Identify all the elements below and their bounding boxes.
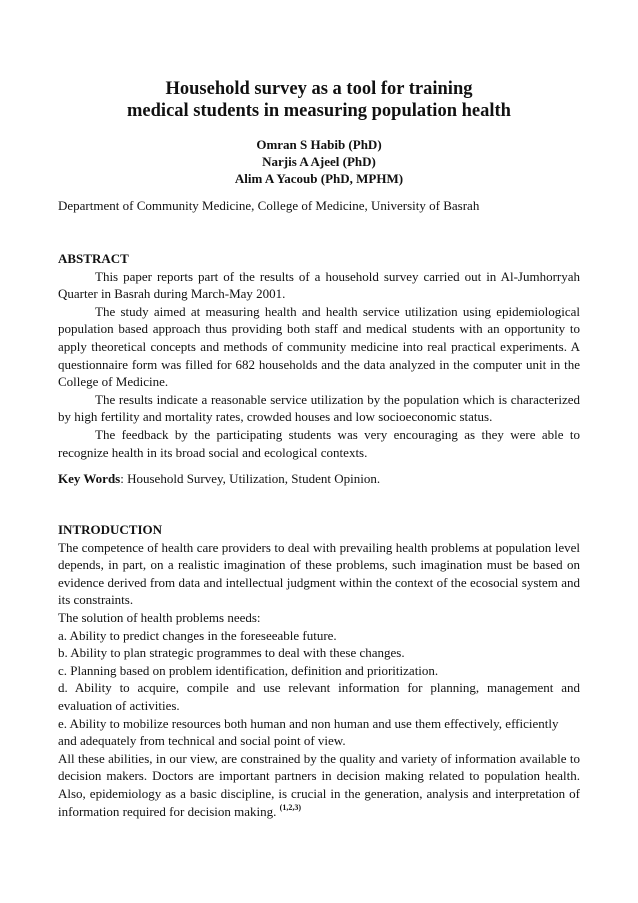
keywords-label: Key Words: [58, 471, 121, 486]
introduction-paragraph-2-text: All these abilities, in our view, are constrained by the quality and variety of information available to decision makers. Doctors are important partners in decision making related to population health. Also, epidemiology as a basic discipline, is crucial in the generation, analysis and interpretation of information required for decision making.: [58, 750, 580, 819]
needs-item: e. Ability to mobilize resources both human and non human and use them effectively, efficiently and adequately from technical and social point of view.: [58, 715, 559, 749]
abstract-paragraph: The results indicate a reasonable service utilization by the population which is characterized by high fertility and mortality rates, crowded houses and low socioeconomic status.: [58, 391, 580, 425]
affiliation: Department of Community Medicine, College of Medicine, University of Basrah: [58, 198, 480, 213]
abstract-paragraph: The feedback by the participating students was very encouraging as they were able to recognize health in its broad social and ecological contexts.: [58, 426, 580, 460]
author-name: Omran S Habib (PhD): [256, 137, 382, 152]
introduction-heading: INTRODUCTION: [58, 522, 163, 537]
abstract-section: [58, 250, 580, 461]
author-name: Narjis A Ajeel (PhD): [262, 154, 376, 169]
introduction-paragraph: The competence of health care providers to deal with prevailing health problems at population level depends, in part, on a realistic imagination of these problems, such imagination must be based on evidence derived from data and intellectual judgment within the context of the ecosocial system and its constraints.: [58, 539, 580, 608]
abstract-heading: ABSTRACT: [58, 251, 129, 266]
keywords: [58, 470, 580, 488]
introduction-paragraph-2: [58, 750, 580, 820]
abstract-paragraph: This paper reports part of the results of a household survey carried out in Al-Jumhorryah Quarter in Basrah during March-May 2001.: [58, 268, 580, 302]
needs-item: d. Ability to acquire, compile and use relevant information for planning, management and evaluation of activities.: [58, 680, 580, 713]
needs-intro: The solution of health problems needs:: [58, 609, 261, 625]
introduction-section: [58, 521, 580, 820]
needs-item: a. Ability to predict changes in the foreseeable future.: [58, 627, 337, 643]
author-list: [0, 136, 638, 187]
abstract-paragraph: The study aimed at measuring health and health service utilization using epidemiological population based approach thus providing both staff and medical students with an opportunity to apply theoretical concepts and methods of community medicine into real practical experiments. A questionnaire form was filled for 682 households and the data analyzed in the computer unit in the College of Medicine.: [58, 303, 580, 390]
keywords-text: : Household Survey, Utilization, Student Opinion.: [120, 471, 381, 486]
needs-item: b. Ability to plan strategic programmes to deal with these changes.: [58, 645, 405, 661]
title-line-2: medical students in measuring population health: [127, 101, 511, 121]
citation-reference: (1,2,3): [279, 802, 301, 812]
author-name: Alim A Yacoub (PhD, MPHM): [234, 171, 404, 186]
needs-item: c. Planning based on problem identification, definition and prioritization.: [58, 662, 439, 678]
title-line-1: Household survey as a tool for training: [165, 79, 473, 99]
